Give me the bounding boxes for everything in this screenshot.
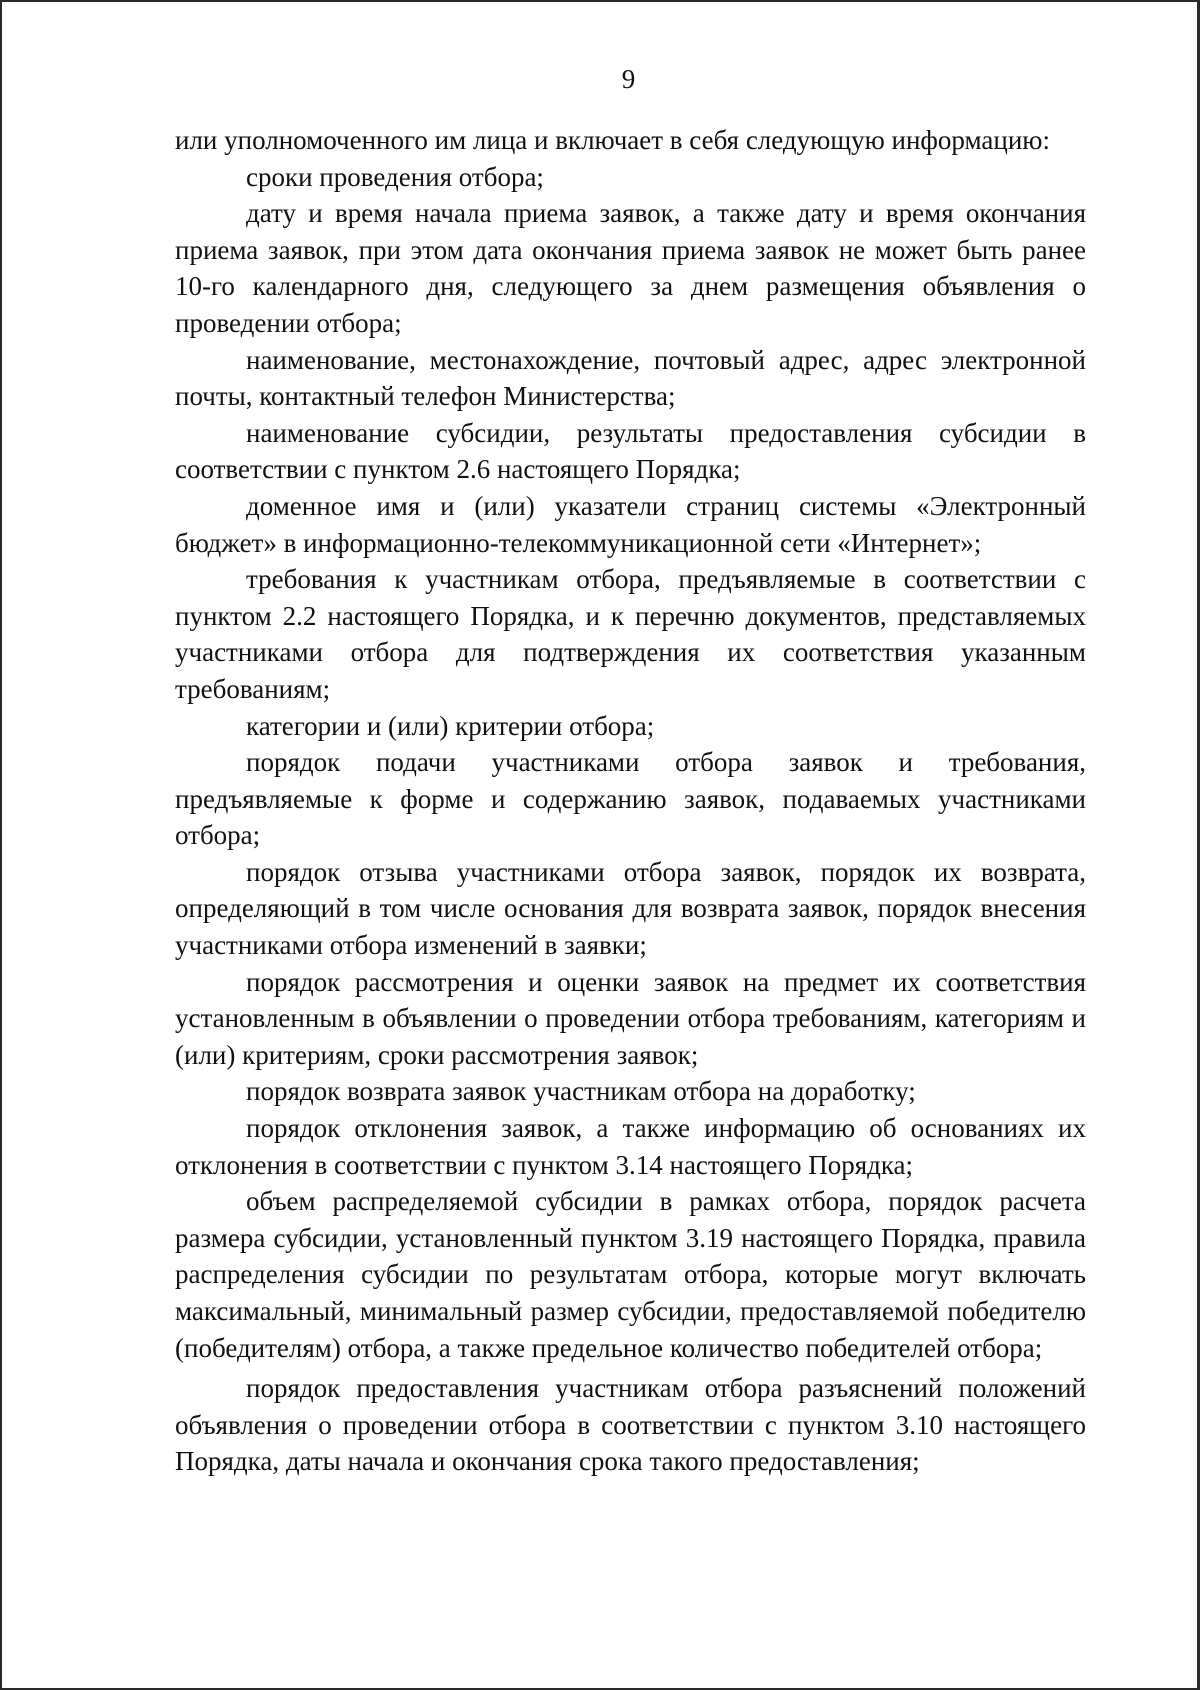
paragraph: требования к участникам отбора, предъявляемые в соответствии с пунктом 2.2 настоящего Порядка, и к перечню документов, представляемых участниками отбора для подтверждения их соответствия указанным требованиям; xyxy=(175,564,1086,704)
paragraph: категории и (или) критерии отбора; xyxy=(246,710,655,741)
paragraph: порядок отклонения заявок, а также информацию об основаниях их отклонения в соответствии с пунктом 3.14 настоящего Порядка; xyxy=(175,1113,1086,1180)
paragraph: порядок отзыва участниками отбора заявок, порядок их возврата, определяющий в том числе основания для возврата заявок, порядок внесения участниками отбора изменений в заявки; xyxy=(175,856,1086,961)
document-body xyxy=(175,122,1086,1480)
paragraph: порядок подачи участниками отбора заявок и требования, предъявляемые к форме и содержанию заявок, подаваемых участниками отбора; xyxy=(175,747,1086,851)
paragraph: наименование субсидии, результаты предоставления субсидии в соответствии с пунктом 2.6 настоящего Порядка; xyxy=(175,417,1086,485)
paragraph: дату и время начала приема заявок, а также дату и время окончания приема заявок, при этом дата окончания приема заявок не может быть ранее 10-го календарного дня, следующего за днем размещения объявления о проведении отбора; xyxy=(175,198,1086,338)
paragraph: порядок рассмотрения и оценки заявок на предмет их соответствия установленным в объявлении о проведении отбора требованиям, категориям и (или) критериям, сроки рассмотрения заявок; xyxy=(175,966,1086,1070)
paragraph: порядок возврата заявок участникам отбора на доработку; xyxy=(246,1076,916,1107)
paragraph: наименование, местонахождение, почтовый адрес, адрес электронной почты, контактный телефон Министерства; xyxy=(175,344,1086,412)
page-number: 9 xyxy=(621,64,636,94)
paragraph: объем распределяемой субсидии в рамках отбора, порядок расчета размера субсидии, установленный пунктом 3.19 настоящего Порядка, правила распределения субсидии по результатам отбора, которые могут включать максимальный, минимальный размер субсидии, предоставляемой победителю (победителям) отбора, а также предельное количество победителей отбора; xyxy=(175,1186,1086,1363)
paragraph: порядок предоставления участникам отбора разъяснений положений объявления о проведении отбора в соответствии с пунктом 3.10 настоящего Порядка, даты начала и окончания срока такого предоставления; xyxy=(175,1373,1086,1477)
paragraph: сроки проведения отбора; xyxy=(246,161,544,192)
paragraph: или уполномоченного им лица и включает в себя следующую информацию: xyxy=(175,125,1050,155)
paragraph: доменное имя и (или) указатели страниц системы «Электронный бюджет» в информационно-телекоммуникационной сети «Интернет»; xyxy=(175,490,1086,558)
